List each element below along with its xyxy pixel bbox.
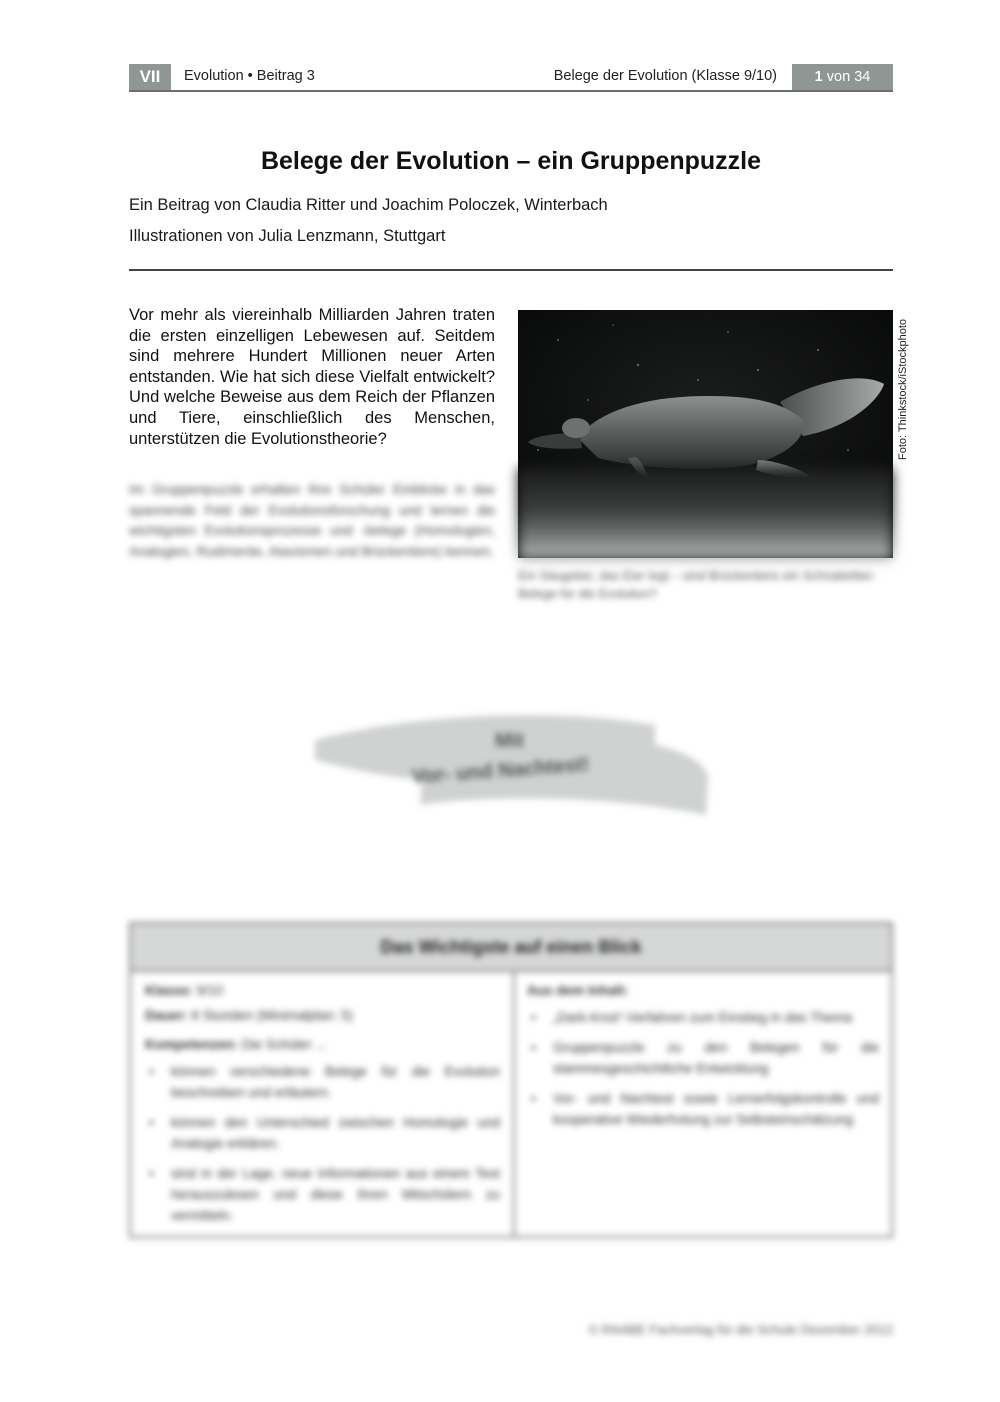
klasse-label: Klasse: [145, 983, 194, 998]
byline-illustrations: Illustrationen von Julia Lenzmann, Stuttgart [129, 227, 446, 245]
list-item: • Vor- und Nachtest sowie Lernerfolgskontrolle und kooperative Wiederholung zur Selbsteinschätzung [527, 1088, 879, 1130]
photo-blurred-region [518, 468, 893, 560]
kompetenzen-line [145, 1034, 500, 1055]
list-item: • können den Unterschied zwischen Homologie und Analogie erklären. [145, 1112, 500, 1154]
page-title: Belege der Evolution – ein Gruppenpuzzle [260, 147, 762, 175]
photo-credit-text: Foto: Thinkstock/iStockphoto [897, 318, 909, 460]
photo-caption: Ein Säugetier, das Eier legt – sind Brückentiere ein Schnabeltier-Belege für die Evolution? [518, 569, 877, 601]
overview-right-column [527, 980, 879, 1139]
title-rule [129, 269, 893, 271]
list-item: • können verschiedene Belege für die Evolution beschreiben und erläutern. [145, 1061, 500, 1103]
page-indicator [792, 64, 893, 90]
banner-text-line2: Vor- und Nachtest! [411, 753, 590, 789]
dauer-label: Dauer: [145, 1008, 188, 1023]
intro-paragraph-blurred: Im Gruppenpuzzle erhalten Ihre Schüler Einblicke in das spannende Feld der Evolutionsforschung und lernen die wichtigsten Evolutionsprozesse und -belege (Homologien, Analogien, Rudimente, Atavismen und Brückentiere) kennen. [129, 482, 495, 559]
copyright-footer: © RAABE Fachverlag für die Schule Dezember 2012 [588, 1322, 893, 1337]
inhalt-heading [527, 980, 879, 1001]
list-item: • sind in der Lage, neue Informationen aus einem Text herauszulesen und diese ihren Mitschülern zu vermitteln. [145, 1163, 500, 1226]
banner-text-line1: Mit [495, 730, 524, 752]
overview-heading: Das Wichtigste auf einen Blick [131, 924, 891, 972]
page-current: 1 [814, 69, 823, 85]
list-item: • Gruppenpuzzle zu den Belegen für die stammesgeschichtliche Entwicklung [527, 1037, 879, 1079]
kompetenzen-label: Kompetenzen: [145, 1037, 239, 1052]
list-item: • „Dark-Knot“-Verfahren zum Einstieg in das Thema [527, 1007, 879, 1028]
header-series: Evolution • Beitrag 3 [184, 68, 315, 84]
byline-authors: Ein Beitrag von Claudia Ritter und Joachim Poloczek, Winterbach [129, 196, 608, 214]
header-rule [129, 90, 893, 92]
intro-paragraph: Vor mehr als viereinhalb Milliarden Jahren traten die ersten einzelligen Lebewesen auf. Seitdem sind mehrere Hundert Millionen neuer Arten entstanden. Wie hat sich diese Vielfalt entwickelt? Und welche Beweise aus dem Reich der Pflanzen und Tiere, einschließlich des Menschen, unterstützen die Evolutionstheorie? [129, 306, 495, 448]
page-total: von 34 [826, 69, 871, 85]
overview-left-column [145, 980, 500, 1235]
overview-divider [513, 972, 515, 1236]
kompetenzen-list [145, 1061, 500, 1226]
dauer-line [145, 1005, 500, 1026]
inhalt-list [527, 1007, 879, 1130]
dauer-value: 8 Stunden (Minimalplan: 5) [191, 1008, 353, 1023]
header-topic: Belege der Evolution (Klasse 9/10) [553, 68, 777, 84]
klasse-line [145, 980, 500, 1001]
section-badge: VII [129, 64, 171, 90]
kompetenzen-value: Die Schüler ... [241, 1037, 327, 1052]
photo-credit [893, 318, 917, 555]
klasse-value: 9/10 [196, 983, 224, 998]
inhalt-label: Aus dem Inhalt: [527, 983, 629, 998]
overview-box [129, 922, 893, 1238]
